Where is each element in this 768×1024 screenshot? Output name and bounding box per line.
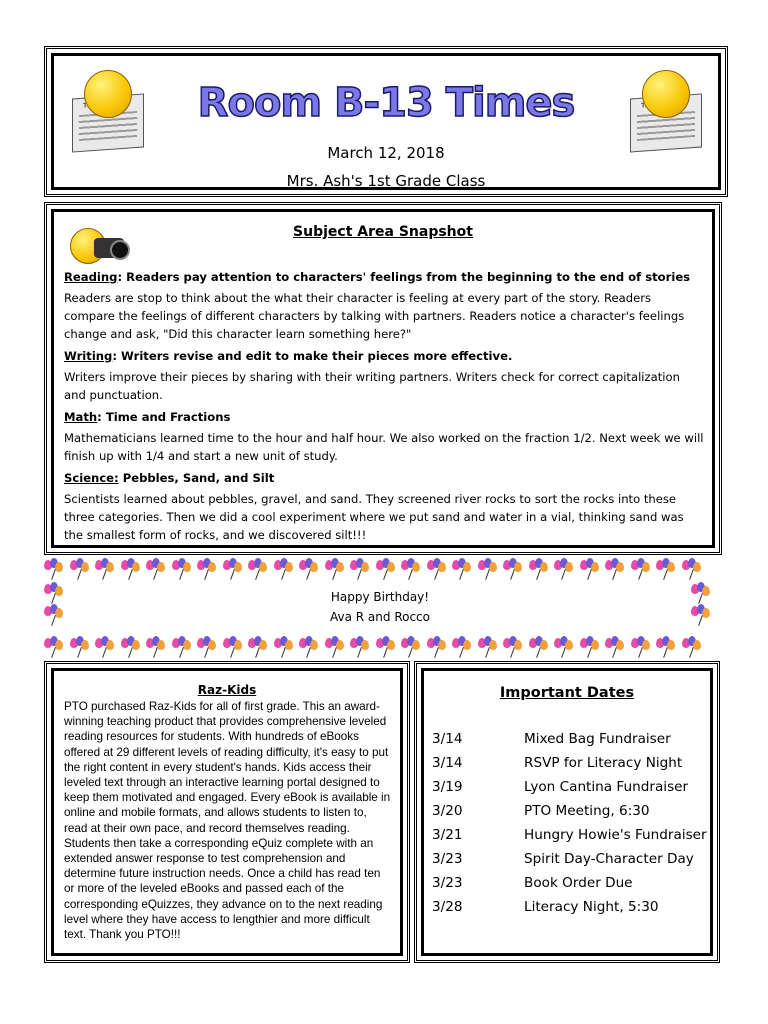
balloon-icon <box>656 636 678 658</box>
balloon-icon <box>121 558 143 580</box>
balloon-icon <box>95 558 117 580</box>
event-name: Hungry Howie's Fundraiser <box>524 827 707 843</box>
event-name: Lyon Cantina Fundraiser <box>524 779 689 795</box>
birthday-names: Ava R and Rocco <box>330 610 430 624</box>
balloon-icon <box>197 636 219 658</box>
balloon-icon <box>197 558 219 580</box>
event-name: RSVP for Literacy Night <box>524 755 683 771</box>
birthday-banner <box>44 556 716 660</box>
balloon-icon <box>554 636 576 658</box>
date-row <box>432 755 682 771</box>
date-row <box>432 731 671 747</box>
balloon-icon <box>70 558 92 580</box>
date-row <box>432 827 707 843</box>
balloon-icon <box>172 636 194 658</box>
balloon-icon <box>350 636 372 658</box>
date-row <box>432 875 633 891</box>
event-name: PTO Meeting, 6:30 <box>524 803 650 819</box>
raz-frame <box>51 668 403 956</box>
balloon-icon <box>146 636 168 658</box>
balloon-icon <box>503 558 525 580</box>
balloon-icon <box>529 558 551 580</box>
date-value: 3/21 <box>432 827 463 843</box>
newsletter-title: Room B-13 Times <box>197 80 575 126</box>
subject-area-title: Subject Area Snapshot <box>293 224 473 240</box>
class-name: Mrs. Ash's 1st Grade Class <box>286 172 486 190</box>
balloon-icon <box>121 636 143 658</box>
math-body: Mathematicians learned time to the hour and half hour. We also worked on the fraction 1/2. Next week we will finish up with 1/4 and start a new unit of study. <box>64 431 704 463</box>
balloon-border-bottom <box>44 636 707 658</box>
balloon-icon <box>580 558 602 580</box>
reading-body: Readers are stop to think about the what their character is feeling at every part of the story. Readers compare the feelings of different characters by talking with partners. Readers notice a character's feelings change and ask, "Did this character learn something here?" <box>64 291 685 341</box>
date-row <box>432 899 659 915</box>
balloon-icon <box>44 558 66 580</box>
balloon-icon <box>427 558 449 580</box>
math-heading <box>64 408 704 426</box>
subject-area-box <box>44 202 722 555</box>
date-value: 3/14 <box>432 755 463 771</box>
math-focus: : Time and Fractions <box>97 410 231 424</box>
important-dates-box <box>414 661 720 963</box>
newsletter-header <box>44 46 728 197</box>
newsletter-date: March 12, 2018 <box>327 144 445 162</box>
balloon-icon <box>401 558 423 580</box>
birthday-greeting: Happy Birthday! <box>330 590 430 604</box>
balloon-icon <box>325 636 347 658</box>
balloon-icon <box>248 558 270 580</box>
balloon-border-top <box>44 558 707 580</box>
important-dates-title: Important Dates <box>499 685 635 701</box>
date-value: 3/28 <box>432 899 463 915</box>
balloon-icon <box>452 558 474 580</box>
balloon-icon <box>248 636 270 658</box>
date-value: 3/20 <box>432 803 463 819</box>
science-focus: Pebbles, Sand, and Silt <box>118 471 275 485</box>
subject-content <box>64 268 704 548</box>
balloon-icon <box>478 558 500 580</box>
balloon-icon <box>376 558 398 580</box>
balloon-icon <box>656 558 678 580</box>
reading-focus: : Readers pay attention to characters' feelings from the beginning to the end of stories <box>117 270 691 284</box>
science-body: Scientists learned about pebbles, gravel, and sand. They screened river rocks to sort the rocks into these three categories. Then we did a cool experiment where we put sand and water in a vial, thinking sand was the smallest form of rocks, and we discovered silt!!! <box>64 492 684 542</box>
balloon-icon <box>452 636 474 658</box>
event-name: Mixed Bag Fundraiser <box>524 731 671 747</box>
subject-frame <box>51 209 715 548</box>
balloon-icon <box>682 558 704 580</box>
science-heading <box>64 469 704 487</box>
balloon-icon <box>70 636 92 658</box>
date-value: 3/23 <box>432 851 463 867</box>
balloon-icon <box>350 558 372 580</box>
raz-kids-box <box>44 661 410 963</box>
balloon-icon <box>605 558 627 580</box>
writing-body: Writers improve their pieces by sharing with their writing partners. Writers check for correct capitalization and punctuation. <box>64 370 680 402</box>
date-value: 3/14 <box>432 731 463 747</box>
balloon-icon <box>631 558 653 580</box>
balloon-icon <box>146 558 168 580</box>
reading-label: Reading <box>64 270 118 284</box>
math-label: Math <box>64 410 98 424</box>
balloon-icon <box>682 636 704 658</box>
raz-kids-title: Raz-Kids <box>197 683 257 697</box>
balloon-icon <box>401 636 423 658</box>
date-row <box>432 779 688 795</box>
event-name: Spirit Day-Character Day <box>524 851 694 867</box>
date-row <box>432 803 650 819</box>
balloon-icon <box>223 558 245 580</box>
balloon-icon <box>580 636 602 658</box>
writing-label: Writing <box>64 349 113 363</box>
balloon-icon <box>274 558 296 580</box>
balloon-icon <box>299 636 321 658</box>
balloon-icon <box>95 636 117 658</box>
balloon-icon <box>44 636 66 658</box>
header-frame <box>51 53 721 190</box>
science-label: Science: <box>64 471 119 485</box>
balloon-icon <box>376 636 398 658</box>
event-name: Book Order Due <box>524 875 633 891</box>
balloon-icon <box>503 636 525 658</box>
balloon-icon <box>605 636 627 658</box>
date-row <box>432 851 694 867</box>
writing-heading <box>64 347 704 365</box>
date-value: 3/23 <box>432 875 463 891</box>
writing-focus: : Writers revise and edit to make their pieces more effective. <box>112 349 513 363</box>
event-name: Literacy Night, 5:30 <box>524 899 659 915</box>
balloon-icon <box>223 636 245 658</box>
raz-kids-body: PTO purchased Raz-Kids for all of first grade. This an award-winning teaching product that provides comprehensive leveled reading resources for students. With hundreds of eBooks offered at 29 different levels of reading difficulty, it's easy to put the right content in every student's hands. Kids access their leveled text through an interactive learning portal designed to keep them motivated and engaged. Every eBook is available in online and mobile formats, and allows students to listen to, read at their own pace, and record themselves reading. Students then take a corresponding eQuiz complete with an extended answer response to test comprehension and determine future instruction needs. Once a child has read ten or more of the leveled eBooks and passed each of the corresponding eQuizzes, they advance on to the next reading level where they have access to lengthier and more difficult text. Thank you PTO!!! <box>64 700 391 942</box>
balloon-icon <box>554 558 576 580</box>
balloon-icon <box>274 636 296 658</box>
reading-heading <box>64 268 704 286</box>
dates-frame <box>421 668 713 956</box>
balloon-icon <box>478 636 500 658</box>
balloon-icon <box>172 558 194 580</box>
balloon-icon <box>529 636 551 658</box>
balloon-icon <box>299 558 321 580</box>
balloon-icon <box>325 558 347 580</box>
date-value: 3/19 <box>432 779 463 795</box>
balloon-icon <box>427 636 449 658</box>
balloon-icon <box>631 636 653 658</box>
